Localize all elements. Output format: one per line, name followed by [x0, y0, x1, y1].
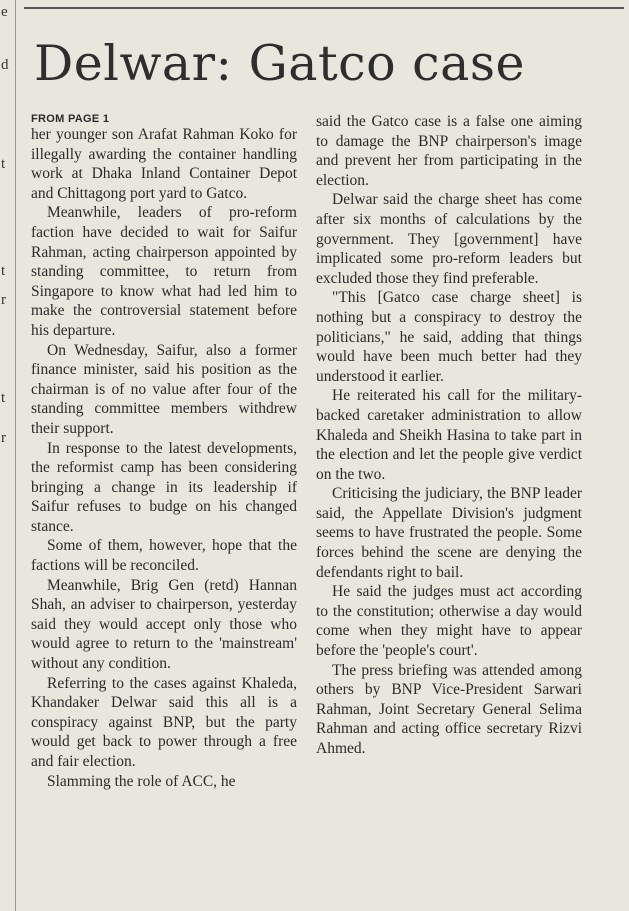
paragraph: Some of them, however, hope that the factions will be reconciled.: [31, 537, 297, 575]
paragraph: said the Gatco case is a false one aiming to damage the BNP chairperson's image and prevent her from participating in the election.: [316, 113, 582, 189]
fragment-letter: d: [1, 57, 9, 73]
fragment-letter: r: [1, 430, 6, 446]
continuation-kicker: FROM PAGE 1: [31, 113, 110, 125]
paragraph: Referring to the cases against Khaleda, Khandaker Delwar said this all is a conspiracy against BNP, but the party would get back to power through a free and fair election.: [31, 674, 297, 770]
paragraph: "This [Gatco case charge sheet] is nothing but a conspiracy to destroy the politicians," he said, adding that things would have been much better had they understood it earlier.: [316, 289, 582, 385]
adjacent-column-fragments: [0, 0, 14, 911]
fragment-letter: e: [1, 4, 8, 20]
paragraph: He said the judges must act according to the constitution; otherwise a day would come when they might have to appear before the 'people's court'.: [316, 583, 582, 660]
paragraph: Meanwhile, Brig Gen (retd) Hannan Shah, an adviser to chairperson, yesterday said they would accept only those who would agree to return to the 'mainstream' without any condition.: [31, 576, 297, 673]
article-column-left: [31, 112, 297, 791]
paragraph: On Wednesday, Saifur, also a former finance minister, said his position as the chairman is of no value after four of the standing committee members withdrew their support.: [31, 341, 297, 437]
paragraph: Criticising the judiciary, the BNP leader said, the Appellate Division's judgment seems to have frustrated the people. Some forces behind the scene are denying the defendants right to bail.: [316, 485, 582, 581]
paragraph: Delwar said the charge sheet has come after six months of calculations by the government. They [government] have implicated some pro-reform leaders but excluded those they find preferable.: [316, 191, 582, 287]
headline: Delwar: Gatco case: [34, 35, 525, 92]
fragment-letter: t: [1, 156, 6, 172]
paragraph: In response to the latest developments, the reformist camp has been considering bringing a change in its leadership if Saifur refuses to budge on his changed stance.: [31, 439, 297, 535]
fragment-letter: t: [1, 390, 6, 406]
paragraph: her younger son Arafat Rahman Koko for illegally awarding the container handling work at Dhaka Inland Container Depot and Chittagong port yard to Gatco.: [31, 126, 297, 202]
article-column-right: [316, 112, 582, 759]
top-rule: [24, 7, 624, 9]
paragraph: Slamming the role of ACC, he: [47, 772, 236, 790]
fragment-letter: t: [1, 263, 6, 279]
paragraph: Meanwhile, leaders of pro-reform faction have decided to wait for Saifur Rahman, acting chairperson appointed by standing committee, to return from Singapore to know what had led him to make the controversial statement before his departure.: [31, 204, 297, 339]
gutter-rule: [15, 0, 16, 911]
fragment-letter: r: [1, 292, 6, 308]
paragraph: The press briefing was attended among others by BNP Vice-President Sarwari Rahman, Joint Secretary General Selima Rahman and acting office secretary Rizvi Ahmed.: [316, 661, 582, 757]
paragraph: He reiterated his call for the military-backed caretaker administration to allow Khaleda and Sheikh Hasina to take part in the election and let the people give verdict on the two.: [316, 387, 582, 483]
